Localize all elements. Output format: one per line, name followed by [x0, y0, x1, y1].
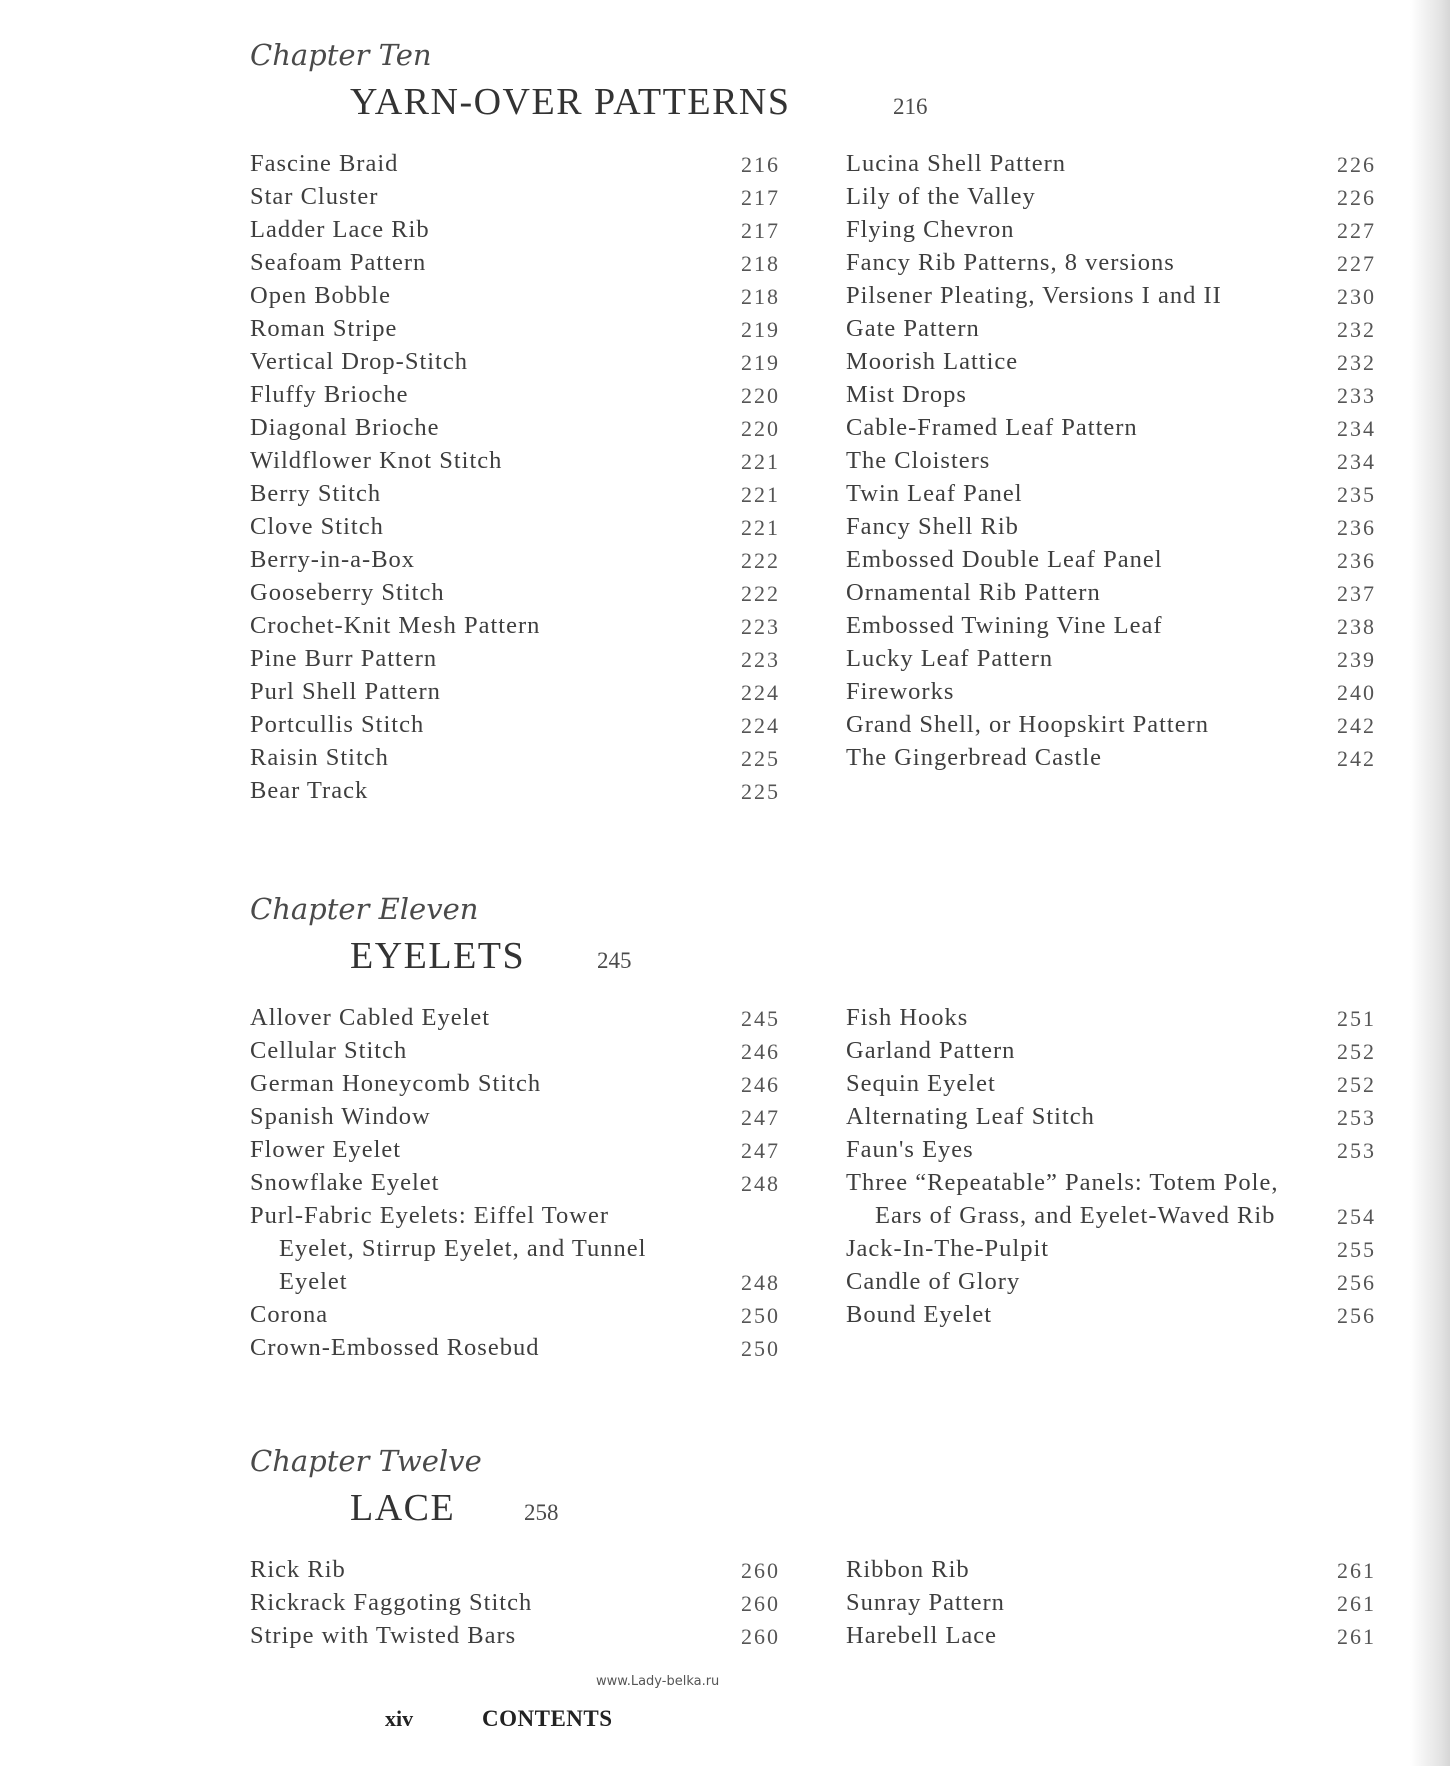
toc-entry: [250, 181, 780, 214]
entry-page-number: 234: [1337, 416, 1376, 441]
entry-title: Mist Drops: [846, 381, 967, 408]
toc-entry: [250, 1233, 780, 1266]
toc-entry: [846, 379, 1376, 412]
entry-title: German Honeycomb Stitch: [250, 1070, 542, 1097]
chapter-page-number: 216: [893, 94, 928, 119]
entry-title: Pine Burr Pattern: [250, 645, 438, 672]
entry-page-number: 242: [1337, 746, 1376, 771]
toc-entry: [846, 577, 1376, 610]
toc-entry: [846, 478, 1376, 511]
entry-title: Roman Stripe: [250, 315, 398, 342]
toc-entry: [250, 412, 780, 445]
toc-entry: [250, 610, 780, 643]
toc-entry: [846, 181, 1376, 214]
toc-entry: [250, 1266, 780, 1299]
entry-page-number: 242: [1337, 713, 1376, 738]
entry-page-number: 247: [741, 1105, 780, 1130]
entry-title: Berry-in-a-Box: [250, 546, 416, 573]
entry-title: Grand Shell, or Hoopskirt Pattern: [846, 711, 1210, 738]
entry-title: Candle of Glory: [846, 1268, 1021, 1295]
entry-title: Fancy Rib Patterns, 8 versions: [846, 249, 1175, 276]
entry-page-number: 251: [1337, 1006, 1376, 1031]
toc-entry: [250, 544, 780, 577]
entry-title: Garland Pattern: [846, 1037, 1016, 1064]
entry-title: Snowflake Eyelet: [250, 1169, 440, 1196]
entry-page-number: 253: [1337, 1138, 1376, 1163]
entry-title: Purl Shell Pattern: [250, 678, 441, 705]
entry-title: Raisin Stitch: [250, 744, 389, 771]
toc-entry: [846, 709, 1376, 742]
entry-page-number: 225: [741, 779, 780, 804]
entry-page-number: 222: [741, 581, 780, 606]
toc-entry: [250, 1134, 780, 1167]
entry-page-number: 221: [741, 482, 780, 507]
entry-title: Flying Chevron: [846, 216, 1015, 243]
toc-entry: [250, 478, 780, 511]
entry-page-number: 250: [741, 1303, 780, 1328]
toc-entry: [846, 1167, 1376, 1200]
toc-entry: [846, 148, 1376, 181]
entry-title: Star Cluster: [250, 183, 379, 210]
entry-page-number: 232: [1337, 350, 1376, 375]
entry-page-number: 248: [741, 1171, 780, 1196]
entry-page-number: 252: [1337, 1039, 1376, 1064]
entry-page-number: 220: [741, 383, 780, 408]
toc-entry: [250, 379, 780, 412]
entry-page-number: 246: [741, 1072, 780, 1097]
entry-page-number: 220: [741, 416, 780, 441]
toc-entry: [846, 1200, 1376, 1233]
entry-title: Gate Pattern: [846, 315, 980, 342]
toc-column-left: [250, 1002, 780, 1365]
toc-entry: [250, 643, 780, 676]
entry-page-number: 222: [741, 548, 780, 573]
entry-title: Twin Leaf Panel: [846, 480, 1023, 507]
entry-title: Embossed Double Leaf Panel: [846, 546, 1163, 573]
toc-entry: [846, 511, 1376, 544]
toc-entry: [846, 412, 1376, 445]
entry-title: Ribbon Rib: [846, 1556, 970, 1583]
toc-entry: [250, 1002, 780, 1035]
entry-title: Faun's Eyes: [846, 1136, 974, 1163]
entry-title: Gooseberry Stitch: [250, 579, 445, 606]
entry-title: Sunray Pattern: [846, 1589, 1005, 1616]
entry-page-number: 245: [741, 1006, 780, 1031]
entry-title: Three “Repeatable” Panels: Totem Pole,: [846, 1169, 1279, 1196]
entry-title: Fluffy Brioche: [250, 381, 409, 408]
chapter-title: EYELETS: [350, 935, 526, 977]
toc-entry: [250, 1200, 780, 1233]
toc-entry: [846, 643, 1376, 676]
entry-page-number: 233: [1337, 383, 1376, 408]
entry-title: Fancy Shell Rib: [846, 513, 1019, 540]
entry-title: The Cloisters: [846, 447, 991, 474]
chapter-label: Chapter Ten: [250, 38, 432, 72]
entry-title: Fish Hooks: [846, 1004, 969, 1031]
entry-title: Jack-In-The-Pulpit: [846, 1235, 1050, 1262]
entry-title: Flower Eyelet: [250, 1136, 402, 1163]
toc-entry: [846, 313, 1376, 346]
entry-page-number: 260: [741, 1624, 780, 1649]
toc-entry: [846, 1101, 1376, 1134]
entry-title: Clove Stitch: [250, 513, 384, 540]
toc-entry: [846, 1233, 1376, 1266]
toc-entry: [250, 1101, 780, 1134]
chapter-title: LACE: [350, 1487, 456, 1529]
entry-page-number: 255: [1337, 1237, 1376, 1262]
entry-page-number: 218: [741, 251, 780, 276]
footer-running-head: CONTENTS: [482, 1706, 613, 1731]
toc-entry: [846, 1299, 1376, 1332]
chapter-page-number: 258: [524, 1500, 559, 1525]
chapter-title: YARN-OVER PATTERNS: [350, 81, 791, 123]
toc-entry: [250, 445, 780, 478]
toc-entry: [846, 676, 1376, 709]
toc-entry: [250, 1332, 780, 1365]
entry-page-number: 234: [1337, 449, 1376, 474]
entry-page-number: 219: [741, 350, 780, 375]
entry-title: Vertical Drop-Stitch: [250, 348, 468, 375]
entry-title: Lucina Shell Pattern: [846, 150, 1067, 177]
entry-title: The Gingerbread Castle: [846, 744, 1103, 771]
toc-entry: [846, 1266, 1376, 1299]
entry-title: Ornamental Rib Pattern: [846, 579, 1101, 606]
toc-entry: [846, 280, 1376, 313]
toc-entry: [250, 1620, 780, 1653]
entry-page-number: 227: [1337, 251, 1376, 276]
toc-entry: [250, 1035, 780, 1068]
toc-entry: [846, 1587, 1376, 1620]
toc-entry: [250, 280, 780, 313]
entry-page-number: 252: [1337, 1072, 1376, 1097]
toc-entry: [846, 1554, 1376, 1587]
entry-title: Moorish Lattice: [846, 348, 1019, 375]
toc-entry: [846, 445, 1376, 478]
chapter-label: Chapter Eleven: [250, 892, 479, 926]
entry-page-number: 238: [1337, 614, 1376, 639]
toc-entry: [250, 346, 780, 379]
entry-page-number: 254: [1337, 1204, 1376, 1229]
entry-title: Bound Eyelet: [846, 1301, 993, 1328]
toc-entry: [250, 1299, 780, 1332]
entry-page-number: 232: [1337, 317, 1376, 342]
entry-page-number: 235: [1337, 482, 1376, 507]
entry-title: Embossed Twining Vine Leaf: [846, 612, 1163, 639]
entry-title: Wildflower Knot Stitch: [250, 447, 503, 474]
toc-entry: [846, 346, 1376, 379]
entry-page-number: 253: [1337, 1105, 1376, 1130]
toc-entry: [250, 709, 780, 742]
entry-title: Purl-Fabric Eyelets: Eiffel Tower: [250, 1202, 610, 1229]
entry-page-number: 246: [741, 1039, 780, 1064]
entry-page-number: 218: [741, 284, 780, 309]
entry-page-number: 221: [741, 515, 780, 540]
entry-page-number: 260: [741, 1591, 780, 1616]
entry-title: Crown-Embossed Rosebud: [250, 1334, 540, 1361]
entry-page-number: 261: [1337, 1558, 1376, 1583]
entry-page-number: 223: [741, 647, 780, 672]
entry-page-number: 236: [1337, 548, 1376, 573]
toc-entry: [846, 544, 1376, 577]
toc-column-right: [846, 1002, 1376, 1332]
toc-entry: [846, 1620, 1376, 1653]
entry-title: Corona: [250, 1301, 329, 1328]
toc-entry: [846, 214, 1376, 247]
footer-page-number: xiv: [385, 1706, 414, 1731]
entry-page-number: 224: [741, 680, 780, 705]
entry-title: Pilsener Pleating, Versions I and II: [846, 282, 1222, 309]
entry-page-number: 219: [741, 317, 780, 342]
entry-title: Bear Track: [250, 777, 369, 804]
entry-page-number: 247: [741, 1138, 780, 1163]
entry-page-number: 224: [741, 713, 780, 738]
entry-title: Allover Cabled Eyelet: [250, 1004, 491, 1031]
entry-page-number: 260: [741, 1558, 780, 1583]
toc-entry: [250, 1167, 780, 1200]
entry-page-number: 217: [741, 185, 780, 210]
entry-page-number: 248: [741, 1270, 780, 1295]
entry-title: Ears of Grass, and Eyelet-Waved Rib: [875, 1202, 1276, 1229]
entry-page-number: 225: [741, 746, 780, 771]
entry-title: Portcullis Stitch: [250, 711, 425, 738]
toc-entry: [846, 610, 1376, 643]
entry-title: Diagonal Brioche: [250, 414, 440, 441]
watermark: www.Lady-belka.ru: [596, 1674, 720, 1689]
toc-entry: [250, 214, 780, 247]
entry-title: Spanish Window: [250, 1103, 431, 1130]
chapter-label: Chapter Twelve: [250, 1444, 482, 1478]
toc-column-right: [846, 148, 1376, 775]
entry-title: Lily of the Valley: [846, 183, 1036, 210]
toc-entry: [250, 313, 780, 346]
entry-title: Rickrack Faggoting Stitch: [250, 1589, 533, 1616]
page-edge-shadow: [1410, 0, 1450, 1766]
toc-column-right: [846, 1554, 1376, 1653]
entry-title: Cable-Framed Leaf Pattern: [846, 414, 1138, 441]
entry-title: Fascine Braid: [250, 150, 399, 177]
chapter-page-number: 245: [597, 948, 632, 973]
toc-entry: [250, 676, 780, 709]
entry-page-number: 256: [1337, 1303, 1376, 1328]
entry-page-number: 223: [741, 614, 780, 639]
entry-page-number: 216: [741, 152, 780, 177]
entry-page-number: 250: [741, 1336, 780, 1361]
entry-page-number: 261: [1337, 1591, 1376, 1616]
entry-title: Lucky Leaf Pattern: [846, 645, 1054, 672]
toc-entry: [846, 742, 1376, 775]
entry-title: Seafoam Pattern: [250, 249, 427, 276]
entry-title: Open Bobble: [250, 282, 391, 309]
toc-entry: [846, 1035, 1376, 1068]
toc-column-left: [250, 1554, 780, 1653]
entry-title: Fireworks: [846, 678, 955, 705]
toc-entry: [846, 1134, 1376, 1167]
entry-title: Berry Stitch: [250, 480, 382, 507]
entry-page-number: 226: [1337, 185, 1376, 210]
toc-entry: [846, 1068, 1376, 1101]
entry-page-number: 226: [1337, 152, 1376, 177]
entry-page-number: 240: [1337, 680, 1376, 705]
entry-page-number: 239: [1337, 647, 1376, 672]
toc-entry: [250, 148, 780, 181]
entry-title: Alternating Leaf Stitch: [846, 1103, 1095, 1130]
entry-title: Harebell Lace: [846, 1622, 998, 1649]
toc-entry: [250, 1554, 780, 1587]
toc-entry: [250, 1587, 780, 1620]
toc-entry: [250, 577, 780, 610]
entry-page-number: 227: [1337, 218, 1376, 243]
entry-title: Cellular Stitch: [250, 1037, 408, 1064]
toc-entry: [846, 1002, 1376, 1035]
entry-page-number: 230: [1337, 284, 1376, 309]
entry-page-number: 237: [1337, 581, 1376, 606]
entry-title: Eyelet, Stirrup Eyelet, and Tunnel: [279, 1235, 647, 1262]
toc-entry: [250, 1068, 780, 1101]
entry-page-number: 217: [741, 218, 780, 243]
entry-page-number: 236: [1337, 515, 1376, 540]
entry-page-number: 221: [741, 449, 780, 474]
entry-title: Crochet-Knit Mesh Pattern: [250, 612, 541, 639]
toc-entry: [250, 511, 780, 544]
entry-title: Eyelet: [279, 1268, 348, 1295]
toc-entry: [250, 742, 780, 775]
entry-title: Ladder Lace Rib: [250, 216, 430, 243]
toc-entry: [250, 247, 780, 280]
entry-title: Stripe with Twisted Bars: [250, 1622, 517, 1649]
toc-entry: [250, 775, 780, 808]
entry-page-number: 256: [1337, 1270, 1376, 1295]
toc-entry: [846, 247, 1376, 280]
entry-page-number: 261: [1337, 1624, 1376, 1649]
toc-column-left: [250, 148, 780, 808]
entry-title: Sequin Eyelet: [846, 1070, 996, 1097]
entry-title: Rick Rib: [250, 1556, 346, 1583]
